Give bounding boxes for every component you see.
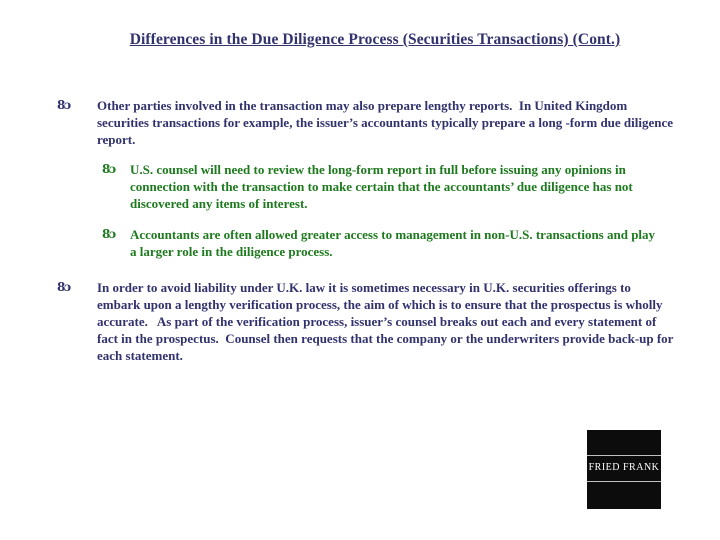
sub-bullet-item <box>102 226 658 260</box>
bullet-icon: 8ɔ <box>102 227 115 241</box>
bullet-icon: 8ɔ <box>57 98 70 112</box>
sub-bullet-item <box>102 161 658 212</box>
logo-divider-bottom <box>587 481 661 482</box>
bullet-icon: 8ɔ <box>57 280 70 294</box>
bullet-icon: 8ɔ <box>102 162 115 176</box>
bullet-item <box>57 279 675 364</box>
logo-wordmark: FRIED FRANK <box>588 462 660 473</box>
bullet-text: Other parties involved in the transaction may also prepare lengthy reports. In United Kingdom securities transactions for example, the issuer’s accountants typically prepare a long -form due diligence report. <box>97 98 677 147</box>
bullet-text: In order to avoid liability under U.K. law it is sometimes necessary in U.K. securities offerings to embark upon a lengthy verification process, the aim of which is to ensure that the prospectus is wholly accurate. As part of the verification process, issuer’s counsel breaks out each and every statement of fact in the prospectus. Counsel then requests that the company or the underwriters provide back-up for each statement. <box>97 280 677 363</box>
sub-bullet-text: U.S. counsel will need to review the long-form report in full before issuing any opinions in connection with the transaction to make certain that the accountants’ due diligence has not discovered any items of interest. <box>130 162 637 211</box>
slide-title: Differences in the Due Diligence Process (Securities Transactions) (Cont.) <box>129 31 621 48</box>
bullet-item <box>57 97 675 148</box>
fried-frank-logo <box>587 430 661 509</box>
sub-bullet-text: Accountants are often allowed greater access to management in non-U.S. transactions and play a larger role in the diligence process. <box>130 227 659 259</box>
